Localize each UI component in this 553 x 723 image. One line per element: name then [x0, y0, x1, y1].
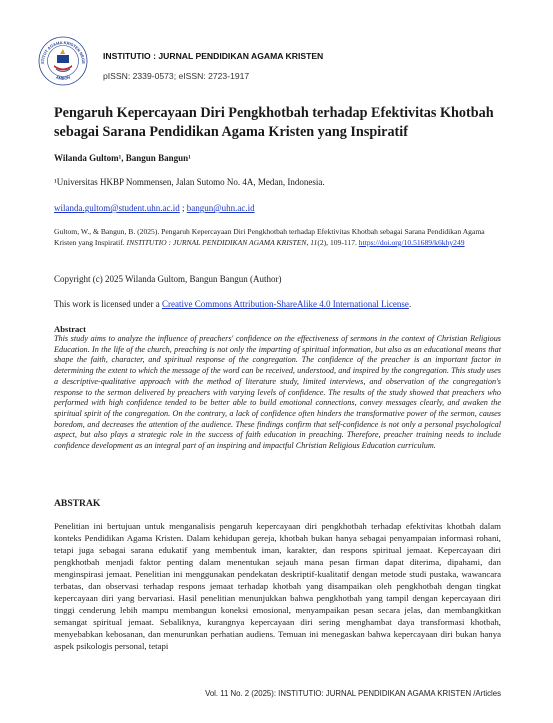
author-emails	[54, 203, 501, 213]
citation-journal: INSTITUTIO : JURNAL PENDIDIKAN AGAMA KRISTEN	[126, 238, 307, 247]
journal-name: INSTITUTIO : JURNAL PENDIDIKAN AGAMA KRISTEN	[103, 51, 324, 61]
license-notice: This work is licensed under a Creative Commons Attribution-ShareAlike 4.0 International License.	[54, 299, 412, 309]
abstract-body: This study aims to analyze the influence of preachers' confidence on the effectiveness of sermons in the context of Christian Religious Education. In the life of the church, preaching is not only the imparting of spiritual information, but also as an educational means that shape the faith, character, and spiritual response of the congregation. The confidence of the preacher is an important factor in determining the extent to which the message of the word can be received, understood, and inspired by the congregation. This study uses a descriptive-qualitative approach with the method of literature study, limited interviews, and observation of the congregation's response to the sermon delivered by preachers with varying levels of confidence. The results of the study showed that preachers who performed with high confidence tended to be better able to build emotional connections, convey messages clearly, and awaken the spiritual spirit of the congregation. On the contrary, a lack of confidence often hinders the transformative power of the sermon, causes boredom, and decreases the attention of the audience. These findings confirm that self-confidence is not only a personal psychological aspect, but also plays a strategic role in the success of faith education in preaching. Therefore, preacher training needs to include confidence development as an integral part of an inspiring and impactful Christian Religious Education curriculum.	[54, 334, 501, 451]
citation-text: Gultom, W., & Bangun, B. (2025). Pengaruh Kepercayaan Diri Pengkhotbah terhadap Efektivitas Khotbah sebagai Sarana Pendidikan Agama Kristen yang Inspiratif.	[54, 227, 485, 247]
license-link[interactable]: Creative Commons Attribution-ShareAlike 4.0 International License	[161, 299, 409, 309]
email-link-2[interactable]: bangun@uhn.ac.id	[186, 203, 255, 213]
abstract-heading: Abstract	[54, 324, 86, 334]
logo-text-bottom: AMBON	[55, 74, 71, 81]
affiliation: ¹Universitas HKBP Nommensen, Jalan Sutomo No. 4A, Medan, Indonesia.	[54, 177, 325, 187]
citation-volume: 11	[310, 238, 318, 247]
abstrak-heading: ABSTRAK	[54, 498, 101, 509]
issn-line: pISSN: 2339-0573; eISSN: 2723-1917	[103, 71, 250, 81]
abstrak-body: Penelitian ini bertujuan untuk menganalisis pengaruh kepercayaan diri pengkhotbah terhadap efektivitas khotbah dalam konteks Pendidikan Agama Kristen. Dalam kehidupan gereja, khotbah bukan hanya sebagai penyampaian informasi rohani, tetapi juga sebagai sarana edukatif yang membentuk iman, karakter, dan respons spiritual jemaat. Kepercayaan diri pengkhotbah menjadi faktor penting dalam menentukan sejauh mana pesan firman dapat diterima, dipahami, dan menginspirasi jemaat. Penelitian ini menggunakan pendekatan deskriptif-kualitatif dengan metode studi pustaka, wawancara terbatas, dan observasi terhadap respons jemaat terhadap khotbah yang disampaikan oleh pengkhotbah dengan tingkat kepercayaan diri yang bervariasi. Hasil penelitian menunjukkan bahwa pengkhotbah yang tampil dengan kepercayaan diri tinggi cenderung lebih mampu membangun koneksi emosional, menyampaikan pesan secara jelas, dan membangkitkan semangat spiritual jemaat. Sebaliknya, kurangnya kepercayaan diri sering menghambat daya transformasi khotbah, menyebabkan kebosanan, dan menurunkan perhatian audiens. Temuan ini menegaskan bahwa kepercayaan diri bukan hanya aspek psikologis personal, tetapi	[54, 521, 501, 651]
institution-logo	[38, 36, 88, 86]
page-footer: Vol. 11 No. 2 (2025): INSTITUTIO: JURNAL PENDIDIKAN AGAMA KRISTEN /Articles	[205, 689, 501, 698]
author-list: Wilanda Gultom¹, Bangun Bangun¹	[54, 153, 191, 163]
doi-link[interactable]: https://doi.org/10.51689/k6khy249	[358, 238, 465, 247]
email-link-1[interactable]: wilanda.gultom@student.uhn.ac.id	[54, 203, 180, 213]
citation-pages: (2), 109-117.	[317, 238, 359, 247]
email-separator: ;	[179, 203, 187, 213]
journal-header	[38, 36, 518, 88]
citation: Gultom, W., & Bangun, B. (2025). Pengaruh Kepercayaan Diri Pengkhotbah terhadap Efektivitas Khotbah sebagai Sarana Pendidikan Agama Kristen yang Inspiratif. INSTITUTIO : JURNAL PENDIDIKAN AGAMA KRISTEN, 11(2), 109-117. https://doi.org/10.51689/k6khy249	[54, 227, 485, 247]
logo-text-top: STITUT AGAMA KRISTEN NEGE	[39, 39, 87, 64]
article-title: Pengaruh Kepercayaan Diri Pengkhotbah terhadap Efektivitas Khotbah sebagai Sarana Pendidikan Agama Kristen yang Inspiratif	[54, 105, 494, 140]
copyright-notice: Copyright (c) 2025 Wilanda Gultom, Bangun Bangun (Author)	[54, 274, 282, 284]
